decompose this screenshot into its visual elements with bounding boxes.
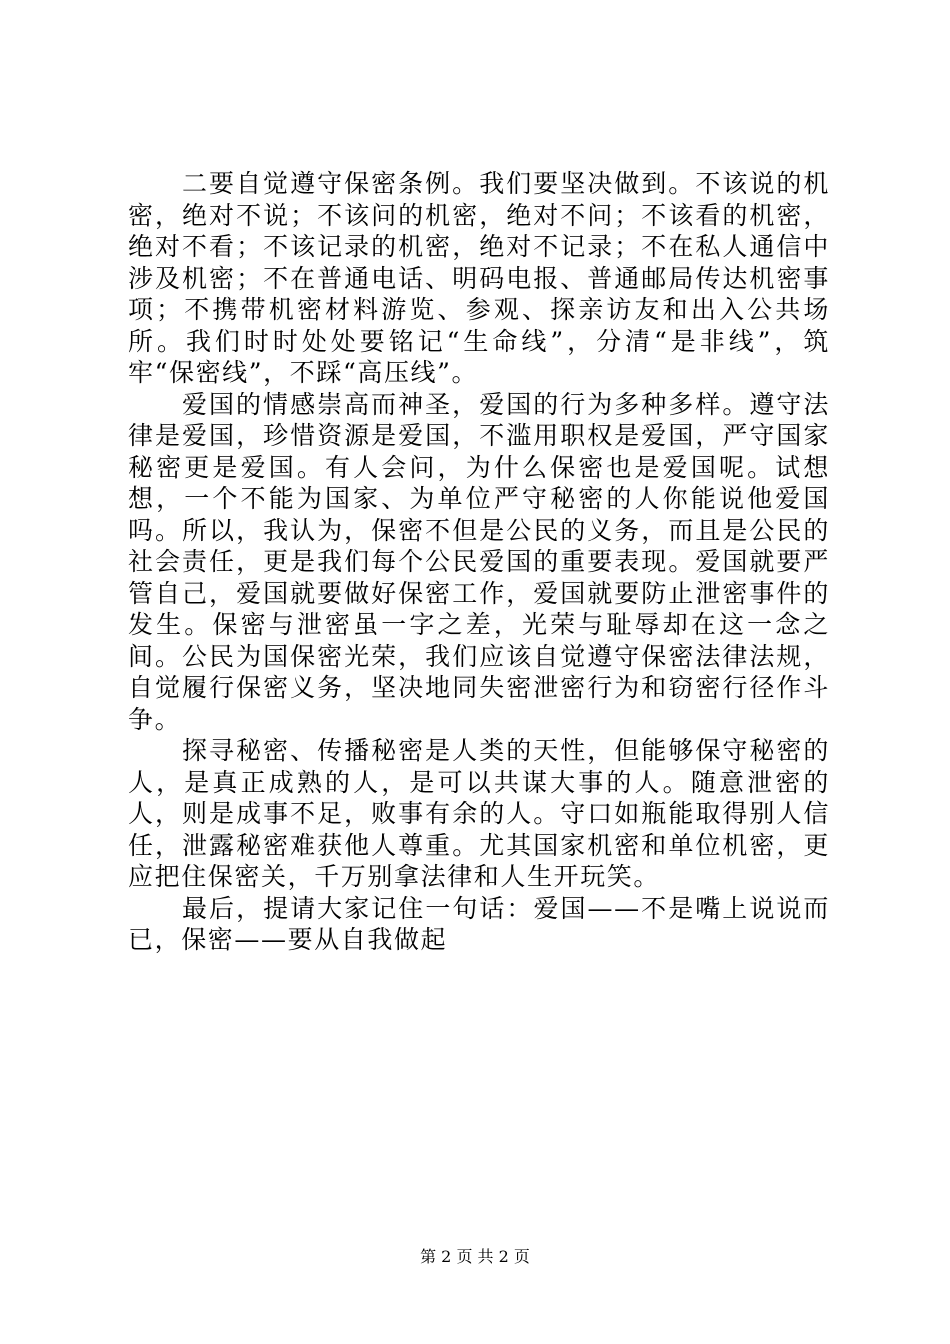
page-number-footer: 第 2 页 共 2 页: [420, 1247, 530, 1266]
paragraph-keeping-secrets: 探寻秘密、传播秘密是人类的天性，但能够保守秘密的人，是真正成熟的人，是可以共谋大事的人。随意泄密的人，则是成事不足，败事有余的人。守口如瓶能取得别人信任，泄露秘密难获他人尊重。尤其国家机密和单位机密，更应把住保密关，千万别拿法律和人生开玩笑。: [128, 736, 830, 891]
paragraph-confidentiality-rules: 二要自觉遵守保密条例。我们要坚决做到。不该说的机密，绝对不说；不该问的机密，绝对不问；不该看的机密，绝对不看；不该记录的机密，绝对不记录；不在私人通信中涉及机密；不在普通电话、明码电报、普通邮局传达机密事项；不携带机密材料游览、参观、探亲访友和出入公共场所。我们时时处处要铭记“生命线”，分清“是非线”，筑牢“保密线”，不踩“高压线”。: [128, 169, 830, 387]
paragraph-patriotism: 爱国的情感崇高而神圣，爱国的行为多种多样。遵守法律是爱国，珍惜资源是爱国，不滥用职权是爱国，严守国家秘密更是爱国。有人会问，为什么保密也是爱国呢。试想想，一个不能为国家、为单位严守秘密的人你能说他爱国吗。所以，我认为，保密不但是公民的义务，而且是公民的社会责任，更是我们每个公民爱国的重要表现。爱国就要严管自己，爱国就要做好保密工作，爱国就要防止泄密事件的发生。保密与泄密虽一字之差，光荣与耻辱却在这一念之间。公民为国保密光荣，我们应该自觉遵守保密法律法规，自觉履行保密义务，坚决地同失密泄密行为和窃密行径作斗争。: [128, 389, 830, 734]
paragraph-conclusion: 最后，提请大家记住一句话：爱国——不是嘴上说说而已，保密——要从自我做起: [128, 893, 830, 954]
document-body: [128, 168, 830, 956]
